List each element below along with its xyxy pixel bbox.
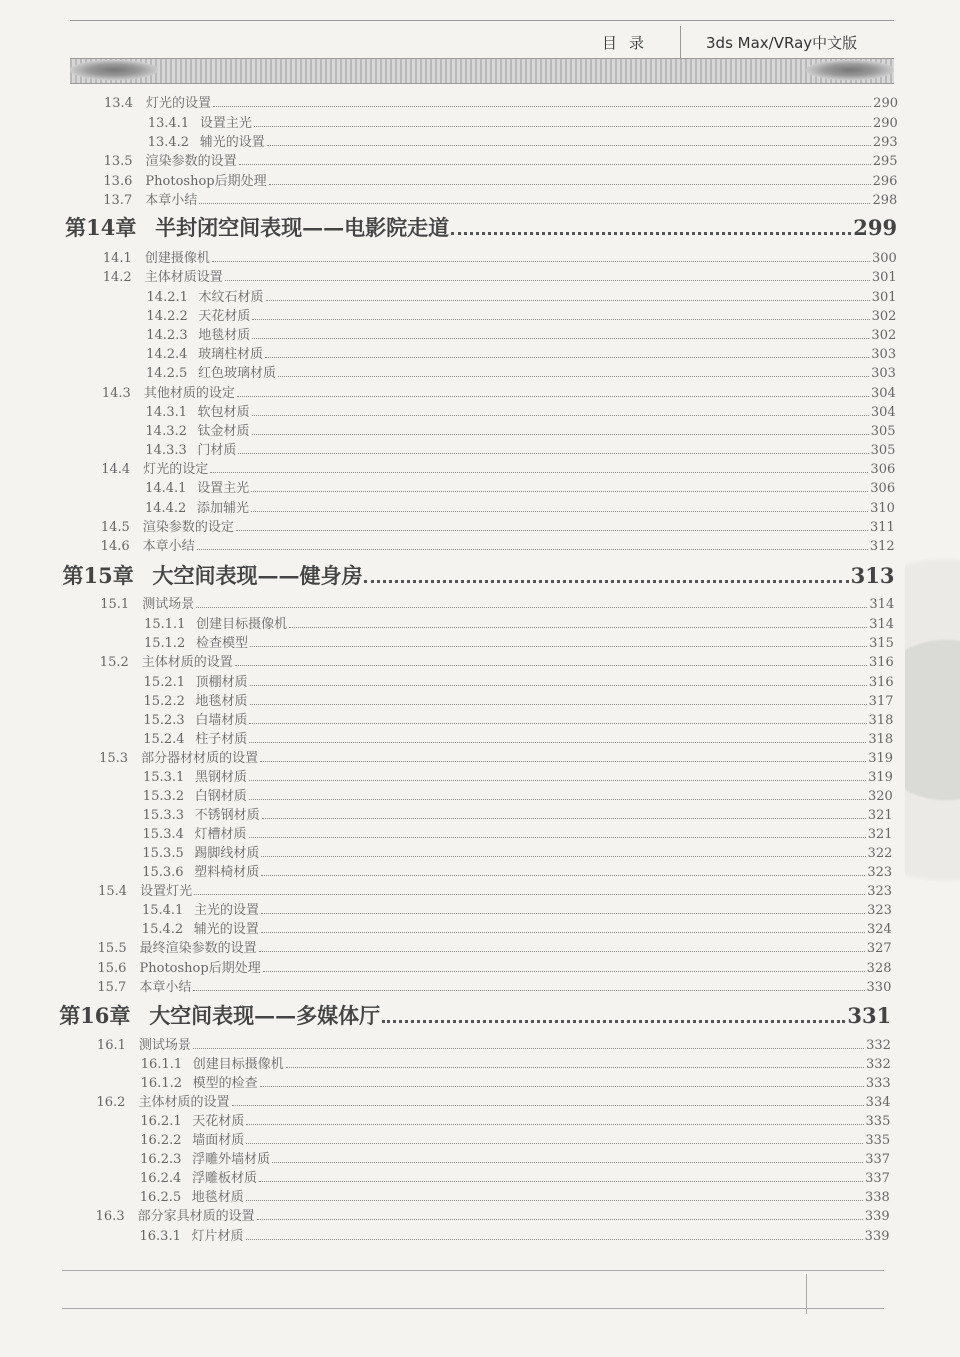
toc-page-number: 300 xyxy=(872,251,897,266)
toc-number: 15.1.1 xyxy=(144,617,186,632)
toc-page-number: 335 xyxy=(865,1114,891,1129)
toc-subsection-entry[interactable] xyxy=(140,1186,890,1205)
toc-leader-dots xyxy=(193,1048,864,1049)
toc-leader-dots xyxy=(250,704,867,705)
toc-subsection-entry[interactable] xyxy=(145,439,895,458)
toc-leader-dots xyxy=(262,818,866,819)
toc-number: 15.1.2 xyxy=(143,636,186,651)
toc-number: 15.6 xyxy=(97,961,127,976)
footer-rule xyxy=(62,1270,884,1271)
toc-leader-dots xyxy=(249,723,866,724)
toc-leader-dots xyxy=(261,913,865,914)
toc-number: 16.1.2 xyxy=(140,1076,182,1091)
toc-title: 本章小结 xyxy=(142,539,195,554)
toc-subsection-entry[interactable] xyxy=(144,613,894,632)
toc-page-number: 318 xyxy=(868,732,894,747)
toc-leader-dots xyxy=(263,971,865,972)
toc-title: 软包材质 xyxy=(197,405,250,420)
toc-leader-dots xyxy=(286,1067,864,1068)
toc-subsection-entry[interactable] xyxy=(147,286,897,305)
toc-page-number: 311 xyxy=(869,520,895,535)
toc-title: 灯槽材质 xyxy=(194,827,247,842)
toc-title: 本章小结 xyxy=(145,193,198,208)
toc-title: 辅光的设置 xyxy=(199,135,265,150)
toc-leader-dots xyxy=(269,184,871,185)
toc-leader-dots xyxy=(260,1086,864,1087)
toc-subsection-entry[interactable] xyxy=(146,324,896,343)
toc-leader-dots xyxy=(254,126,871,127)
toc-number: 15.3.6 xyxy=(142,865,184,880)
toc-number: 14.4.1 xyxy=(145,481,187,496)
toc-page-number: 299 xyxy=(853,215,898,240)
toc-subsection-entry[interactable] xyxy=(145,497,895,516)
toc-page-number: 296 xyxy=(872,174,898,189)
toc-leader-dots xyxy=(249,780,866,781)
toc-chapter-entry[interactable] xyxy=(59,1000,891,1032)
toc-number: 16.1.1 xyxy=(140,1057,183,1072)
toc-number: 15.3.1 xyxy=(142,770,185,785)
toc-subsection-entry[interactable] xyxy=(146,362,896,381)
toc-leader-dots xyxy=(252,319,869,320)
toc-leader-dots xyxy=(239,164,871,165)
toc-title: 辅光的设置 xyxy=(193,922,259,937)
toc-section-entry[interactable] xyxy=(99,747,893,766)
toc-title: 灯光的设置 xyxy=(146,96,212,111)
toc-number: 第16章 xyxy=(59,1003,131,1028)
toc-number: 15.2 xyxy=(99,655,129,670)
toc-subsection-entry[interactable] xyxy=(146,305,896,324)
toc-leader-dots xyxy=(213,106,871,107)
toc-number: 13.6 xyxy=(103,174,133,189)
toc-title: 木纹石材质 xyxy=(198,290,264,305)
toc-section-entry[interactable] xyxy=(103,170,897,189)
toc-page-number: 305 xyxy=(870,443,896,458)
toc-title: 顶棚材质 xyxy=(195,675,248,690)
toc-section-entry[interactable] xyxy=(97,1034,891,1053)
toc-number: 14.2.2 xyxy=(146,309,188,324)
toc-section-entry[interactable] xyxy=(103,266,897,285)
toc-title: 红色玻璃材质 xyxy=(197,366,276,381)
toc-subsection-entry[interactable] xyxy=(140,1167,890,1186)
toc-leader-dots xyxy=(246,1239,863,1240)
toc-number: 15.3.3 xyxy=(142,808,185,823)
toc-title: 主光的设置 xyxy=(193,903,259,918)
toc-page-number: 305 xyxy=(870,424,896,439)
toc-leader-dots xyxy=(261,932,865,933)
toc-section-entry[interactable] xyxy=(103,189,897,208)
toc-number: 14.4.2 xyxy=(144,501,187,516)
toc-page-number: 332 xyxy=(865,1057,891,1072)
toc-number: 14.6 xyxy=(100,539,130,554)
footer-rule-lower xyxy=(62,1308,884,1309)
toc-number: 13.4 xyxy=(104,96,133,111)
toc-page-number: 293 xyxy=(872,135,898,150)
toc-page-number: 306 xyxy=(870,462,896,477)
toc-number: 15.1 xyxy=(100,597,130,612)
toc-number: 15.3.2 xyxy=(142,789,185,804)
toc-page-number: 338 xyxy=(864,1190,890,1205)
toc-number: 15.2.4 xyxy=(143,732,185,747)
toc-number: 13.5 xyxy=(103,154,133,169)
toc-subsection-entry[interactable] xyxy=(146,343,896,362)
toc-section-entry[interactable] xyxy=(98,957,892,976)
toc-leader-dots xyxy=(252,338,869,339)
toc-page-number: 337 xyxy=(865,1152,891,1167)
toc-subsection-entry[interactable] xyxy=(142,899,892,918)
toc-number: 14.5 xyxy=(100,520,130,535)
toc-page-number: 302 xyxy=(871,309,897,324)
toc-page-number: 301 xyxy=(871,290,897,305)
toc-leader-dots xyxy=(364,580,848,583)
toc-title: 灯光的设定 xyxy=(143,462,209,477)
toc-title: Photoshop后期处理 xyxy=(145,174,267,189)
footer-divider xyxy=(806,1274,807,1314)
toc-title: 玻璃柱材质 xyxy=(198,347,264,362)
toc-number: 14.4 xyxy=(101,462,131,477)
toc-subsection-entry[interactable] xyxy=(140,1129,890,1148)
toc-title: 柱子材质 xyxy=(195,732,248,747)
toc-page-number: 316 xyxy=(868,675,894,690)
toc-title: 天花材质 xyxy=(192,1114,245,1129)
toc-page-number: 333 xyxy=(865,1076,891,1091)
toc-number: 16.2.1 xyxy=(140,1114,182,1129)
toc-number: 13.4.2 xyxy=(147,135,190,150)
toc-leader-dots xyxy=(249,742,866,743)
toc-leader-dots xyxy=(196,607,867,608)
toc-page-number: 332 xyxy=(866,1038,891,1053)
toc-title: 塑料椅材质 xyxy=(194,865,260,880)
toc-subsection-entry[interactable] xyxy=(146,420,896,439)
toc-title: 本章小结 xyxy=(139,980,192,995)
toc-leader-dots xyxy=(237,396,869,397)
toc-page-number: 303 xyxy=(871,347,897,362)
toc-title: 门材质 xyxy=(197,443,237,458)
toc-leader-dots xyxy=(197,549,868,550)
toc-number: 15.4.2 xyxy=(141,922,184,937)
toc-page-number: 313 xyxy=(850,563,895,588)
toc-leader-dots xyxy=(246,1200,863,1201)
toc-page-number: 303 xyxy=(871,366,896,381)
toc-section-entry[interactable] xyxy=(102,382,896,401)
toc-leader-dots xyxy=(250,646,867,647)
toc-leader-dots xyxy=(266,300,870,301)
toc-leader-dots xyxy=(249,799,866,800)
toc-title: 创建目标摄像机 xyxy=(196,617,288,632)
toc-number: 16.2.2 xyxy=(140,1133,182,1148)
toc-title: 地毯材质 xyxy=(195,694,248,709)
toc-number: 14.2.4 xyxy=(146,347,188,362)
toc-title: 模型的检查 xyxy=(192,1076,258,1091)
toc-subsection-entry[interactable] xyxy=(143,823,893,842)
toc-number: 16.2.5 xyxy=(139,1190,182,1205)
toc-title: 浮雕外墙材质 xyxy=(192,1152,271,1167)
toc-subsection-entry[interactable] xyxy=(143,766,893,785)
toc-leader-dots xyxy=(259,951,865,952)
toc-leader-dots xyxy=(235,665,867,666)
toc-page-number: 319 xyxy=(868,751,894,766)
toc-title: 测试场景 xyxy=(142,597,195,612)
toc-page-number: 290 xyxy=(873,96,898,111)
toc-subsection-entry[interactable] xyxy=(142,918,892,937)
toc-number: 14.3.3 xyxy=(145,443,187,458)
toc-number: 15.2.1 xyxy=(143,675,186,690)
toc-section-entry[interactable] xyxy=(100,651,894,670)
toc-number: 15.4 xyxy=(98,884,128,899)
toc-number: 第14章 xyxy=(65,215,137,240)
toc-leader-dots xyxy=(199,203,870,204)
toc-section-entry[interactable] xyxy=(103,247,897,266)
toc-page-number: 330 xyxy=(866,980,892,995)
toc-page-number: 319 xyxy=(868,770,893,785)
toc-chapter-entry[interactable] xyxy=(65,212,897,244)
toc-title: 部分家具材质的设置 xyxy=(137,1209,255,1224)
toc-title: 半封闭空间表现——电影院走道 xyxy=(155,215,450,240)
toc-page-number: 301 xyxy=(871,270,897,285)
toc-number: 15.2.3 xyxy=(143,713,185,728)
toc-subsection-entry[interactable] xyxy=(144,632,894,651)
toc-leader-dots xyxy=(193,990,864,991)
toc-leader-dots xyxy=(246,1124,863,1125)
toc-leader-dots xyxy=(252,434,869,435)
toc-subsection-entry[interactable] xyxy=(142,842,892,861)
toc-title: 灯片材质 xyxy=(191,1229,244,1244)
toc-subsection-entry[interactable] xyxy=(144,671,894,690)
toc-section-entry[interactable] xyxy=(101,535,895,554)
toc-subsection-entry[interactable] xyxy=(140,1225,890,1244)
toc-number: 16.2 xyxy=(96,1095,126,1110)
toc-page-number: 322 xyxy=(867,846,893,861)
toc-page-number: 316 xyxy=(868,655,894,670)
toc-page-number: 290 xyxy=(873,116,898,131)
toc-title: 白墙材质 xyxy=(195,713,248,728)
toc-leader-dots xyxy=(246,1143,863,1144)
toc-leader-dots xyxy=(210,472,868,473)
toc-leader-dots xyxy=(451,232,851,235)
toc-title: 创建目标摄像机 xyxy=(192,1057,284,1072)
toc-number: 14.2 xyxy=(102,270,132,285)
toc-number: 14.1 xyxy=(102,251,132,266)
toc-leader-dots xyxy=(251,511,868,512)
toc-leader-dots xyxy=(251,491,868,492)
toc-leader-dots xyxy=(249,837,866,838)
toc-title: 主体材质的设置 xyxy=(138,1095,230,1110)
toc-number: 第15章 xyxy=(62,563,134,588)
toc-page-number: 310 xyxy=(870,501,895,516)
toc-number: 15.2.2 xyxy=(143,694,185,709)
toc-section-entry[interactable] xyxy=(101,458,895,477)
toc-leader-dots xyxy=(261,856,865,857)
toc-section-entry[interactable] xyxy=(100,593,894,612)
toc-title: 添加辅光 xyxy=(196,501,249,516)
toc-page-number: 314 xyxy=(869,617,895,632)
toc-number: 14.2.5 xyxy=(145,366,188,381)
toc-page-number: 302 xyxy=(871,328,897,343)
toc-number: 14.2.1 xyxy=(146,290,188,305)
toc-subsection-entry[interactable] xyxy=(143,804,893,823)
toc-title: 天花材质 xyxy=(198,309,251,324)
toc-section-entry[interactable] xyxy=(104,150,898,169)
toc-number: 14.3 xyxy=(101,386,131,401)
toc-subsection-entry[interactable] xyxy=(148,131,898,150)
toc-title: 测试场景 xyxy=(138,1038,191,1053)
toc-title: 设置主光 xyxy=(197,481,250,496)
toc-page-number: 321 xyxy=(867,827,893,842)
toc-number: 14.2.3 xyxy=(146,328,188,343)
toc-title: 墙面材质 xyxy=(192,1133,245,1148)
toc-page-number: 339 xyxy=(864,1209,890,1224)
toc-page-number: 315 xyxy=(869,636,894,651)
toc-title: Photoshop后期处理 xyxy=(139,961,261,976)
toc-leader-dots xyxy=(212,261,870,262)
toc-leader-dots xyxy=(382,1020,845,1023)
toc-page-number: 331 xyxy=(847,1003,892,1028)
toc-title: 检查模型 xyxy=(195,636,248,651)
toc-title: 踢脚线材质 xyxy=(194,846,260,861)
toc-number: 14.3.2 xyxy=(145,424,187,439)
toc-number: 15.3 xyxy=(99,751,129,766)
toc-title: 最终渲染参数的设置 xyxy=(139,941,257,956)
toc-leader-dots xyxy=(250,685,867,686)
toc-leader-dots xyxy=(260,761,866,762)
toc-subsection-entry[interactable] xyxy=(145,477,895,496)
toc-page-number: 306 xyxy=(870,481,896,496)
toc-title: 设置灯光 xyxy=(140,884,193,899)
toc-leader-dots xyxy=(225,280,870,281)
toc-page-number: 298 xyxy=(872,193,898,208)
toc-number: 16.1 xyxy=(96,1038,126,1053)
toc-leader-dots xyxy=(259,1181,863,1182)
toc-subsection-entry[interactable] xyxy=(143,728,893,747)
toc-leader-dots xyxy=(267,145,871,146)
toc-title: 地毯材质 xyxy=(198,328,251,343)
toc-title: 大空间表现——多媒体厅 xyxy=(149,1003,381,1028)
toc-leader-dots xyxy=(252,415,869,416)
toc-subsection-entry[interactable] xyxy=(140,1148,890,1167)
toc-leader-dots xyxy=(257,1219,863,1220)
toc-page-number: 295 xyxy=(872,154,898,169)
toc-page-number: 321 xyxy=(867,808,893,823)
toc-page-number: 327 xyxy=(866,941,892,956)
toc-subsection-entry[interactable] xyxy=(146,401,896,420)
toc-number: 14.3.1 xyxy=(145,405,188,420)
toc-title: 主体材质设置 xyxy=(144,270,223,285)
toc-number: 16.2.4 xyxy=(139,1171,182,1186)
toc-leader-dots xyxy=(265,357,869,358)
toc-title: 钛金材质 xyxy=(197,424,250,439)
toc-section-entry[interactable] xyxy=(97,976,891,995)
toc-number: 15.3.5 xyxy=(142,846,184,861)
toc-section-entry[interactable] xyxy=(104,92,898,111)
toc-section-entry[interactable] xyxy=(98,937,892,956)
toc-title: 地毯材质 xyxy=(191,1190,244,1205)
toc-title: 创建摄像机 xyxy=(144,251,210,266)
toc-leader-dots xyxy=(278,376,869,377)
toc-number: 16.2.3 xyxy=(140,1152,182,1167)
header-section-title: 目录 xyxy=(602,34,657,52)
toc-title: 其他材质的设定 xyxy=(143,386,235,401)
toc-title: 黑钢材质 xyxy=(194,770,247,785)
toc-page-number: 317 xyxy=(868,694,894,709)
toc-chapter-entry[interactable] xyxy=(62,560,894,592)
toc-page-number: 339 xyxy=(864,1229,890,1244)
toc-page-number: 323 xyxy=(867,903,892,918)
toc-page-number: 323 xyxy=(867,884,893,899)
toc-leader-dots xyxy=(261,875,865,876)
toc-page-number: 337 xyxy=(865,1171,890,1186)
toc-number: 13.7 xyxy=(103,193,133,208)
toc-number: 16.3 xyxy=(95,1209,125,1224)
toc-leader-dots xyxy=(232,1105,864,1106)
toc-subsection-entry[interactable] xyxy=(140,1110,890,1129)
toc-page-number: 304 xyxy=(870,386,896,401)
toc-section-entry[interactable] xyxy=(96,1205,890,1224)
toc-title: 白钢材质 xyxy=(194,789,247,804)
toc-leader-dots xyxy=(289,627,867,628)
toc-subsection-entry[interactable] xyxy=(143,709,893,728)
toc-title: 不锈钢材质 xyxy=(194,808,260,823)
toc-page-number: 320 xyxy=(867,789,893,804)
toc-page-number: 324 xyxy=(866,922,892,937)
toc-page-number: 304 xyxy=(870,405,896,420)
toc-leader-dots xyxy=(194,894,865,895)
toc-number: 15.7 xyxy=(97,980,127,995)
toc-title: 大空间表现——健身房 xyxy=(152,563,363,588)
toc-title: 设置主光 xyxy=(199,116,252,131)
toc-title: 主体材质的设置 xyxy=(141,655,233,670)
toc-number: 15.4.1 xyxy=(141,903,184,918)
toc-subsection-entry[interactable] xyxy=(144,690,894,709)
toc-page-number: 314 xyxy=(869,597,895,612)
toc-subsection-entry[interactable] xyxy=(143,785,893,804)
toc-title: 浮雕板材质 xyxy=(191,1171,257,1186)
toc-number: 13.4.1 xyxy=(147,116,190,131)
toc-subsection-entry[interactable] xyxy=(148,112,898,131)
toc-page-number: 318 xyxy=(868,713,894,728)
toc-number: 16.3.1 xyxy=(139,1229,181,1244)
toc-leader-dots xyxy=(236,530,868,531)
toc-number: 15.5 xyxy=(97,941,127,956)
toc-leader-dots xyxy=(272,1162,863,1163)
toc-page-number: 328 xyxy=(866,961,892,976)
toc-number: 15.3.4 xyxy=(142,827,184,842)
toc-page-number: 334 xyxy=(865,1095,891,1110)
toc-page-number: 323 xyxy=(867,865,893,880)
toc-title: 部分器材材质的设置 xyxy=(141,751,259,766)
toc-section-entry[interactable] xyxy=(98,880,892,899)
toc-page-number: 312 xyxy=(869,539,895,554)
toc-title: 渲染参数的设置 xyxy=(145,154,237,169)
toc-leader-dots xyxy=(238,453,868,454)
toc-subsection-entry[interactable] xyxy=(141,1072,891,1091)
toc-section-entry[interactable] xyxy=(97,1091,891,1110)
toc-page-number: 335 xyxy=(865,1133,891,1148)
header-book-title: 3ds Max/VRay中文版 xyxy=(706,34,858,52)
toc-section-entry[interactable] xyxy=(101,516,895,535)
toc-title: 渲染参数的设定 xyxy=(142,520,234,535)
toc-subsection-entry[interactable] xyxy=(142,861,892,880)
toc-subsection-entry[interactable] xyxy=(141,1053,891,1072)
